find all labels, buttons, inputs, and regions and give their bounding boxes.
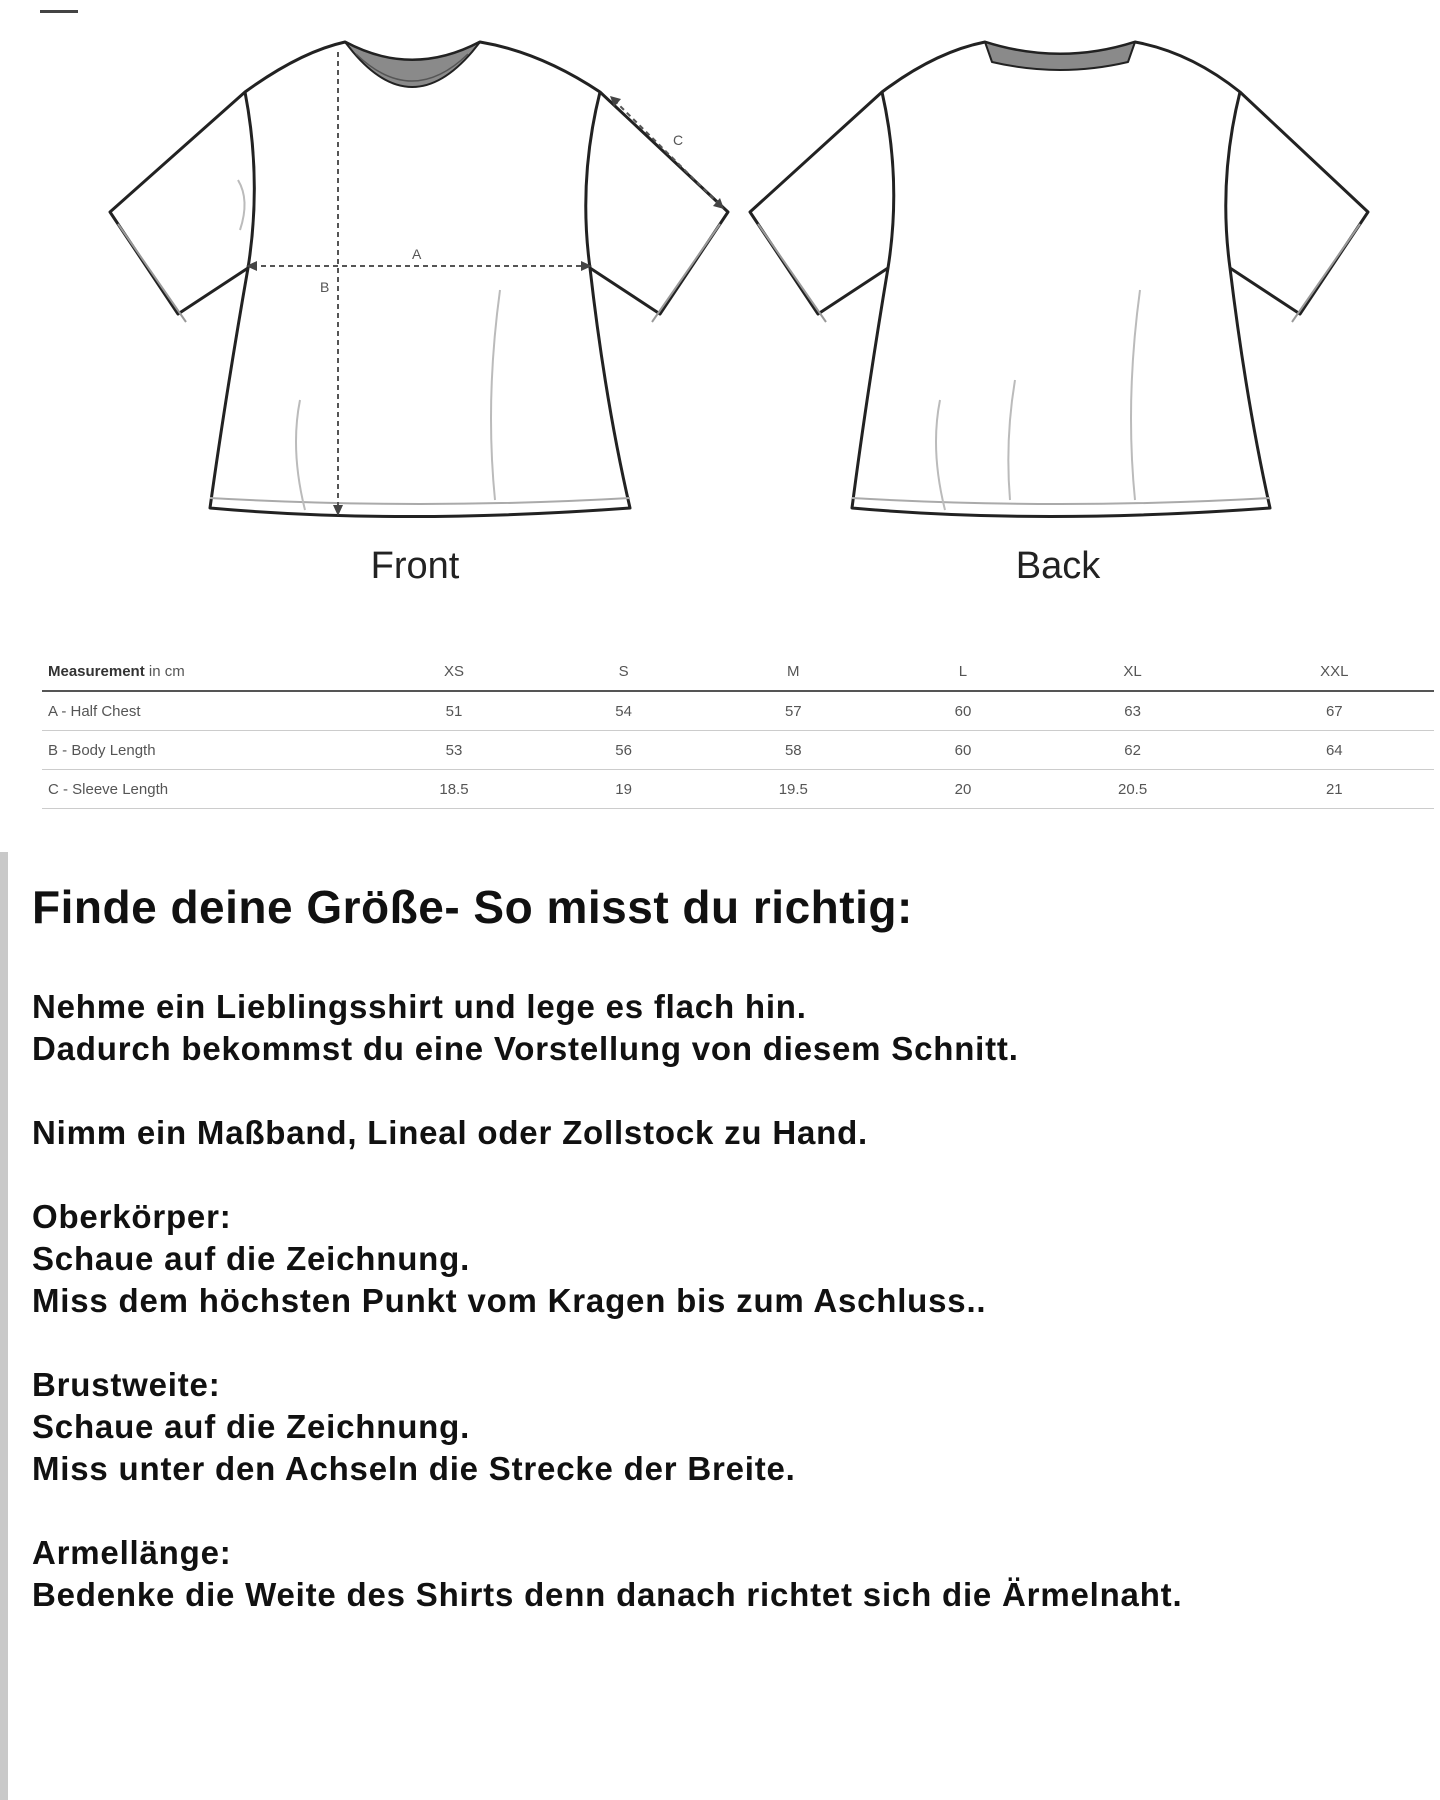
back-label: Back: [1015, 545, 1101, 587]
table-row: [42, 770, 1434, 809]
measuring-guide: [32, 880, 1422, 1658]
back-shirt-drawing: [750, 42, 1368, 517]
table-cell: 64: [1235, 731, 1434, 770]
table-cell: 60: [895, 691, 1030, 731]
guide-block-intro: [32, 986, 1422, 1070]
size-table: [42, 652, 1434, 809]
table-cell: 63: [1031, 691, 1235, 731]
guide-line: Miss dem höchsten Punkt vom Kragen bis zum Aschluss..: [32, 1282, 987, 1319]
size-header-xl: XL: [1031, 652, 1235, 691]
guide-heading: Oberkörper:: [32, 1198, 232, 1235]
table-row: [42, 691, 1434, 731]
guide-line: Nehme ein Lieblingsshirt und lege es flach hin.: [32, 988, 807, 1025]
table-cell: 20.5: [1031, 770, 1235, 809]
table-cell: 19.5: [691, 770, 895, 809]
guide-line: Nimm ein Maßband, Lineal oder Zollstock zu Hand.: [32, 1114, 868, 1151]
row-label: A - Half Chest: [42, 691, 352, 731]
guide-heading: Brustweite:: [32, 1366, 221, 1403]
table-row: [42, 731, 1434, 770]
table-cell: 53: [352, 731, 556, 770]
size-header-s: S: [556, 652, 691, 691]
guide-line: Schaue auf die Zeichnung.: [32, 1240, 471, 1277]
size-header-xs: XS: [352, 652, 556, 691]
guide-block-chest: [32, 1364, 1422, 1490]
table-cell: 21: [1235, 770, 1434, 809]
measurement-header: [42, 652, 352, 691]
table-cell: 56: [556, 731, 691, 770]
row-label: C - Sleeve Length: [42, 770, 352, 809]
size-header-xxl: XXL: [1235, 652, 1434, 691]
front-label: Front: [370, 545, 460, 587]
marker-b: B: [320, 279, 330, 295]
size-table-header: [42, 652, 1434, 691]
guide-block-sleeve: [32, 1532, 1422, 1616]
marker-c: C: [673, 132, 684, 148]
shirt-diagram: [0, 0, 1440, 640]
guide-line: Dadurch bekommst du eine Vorstellung von diesem Schnitt.: [32, 1030, 1019, 1067]
table-cell: 20: [895, 770, 1030, 809]
marker-a: A: [412, 246, 422, 262]
guide-title: Finde deine Größe- So misst du richtig:: [32, 881, 913, 933]
guide-line: Bedenke die Weite des Shirts denn danach richtet sich die Ärmelnaht.: [32, 1576, 1183, 1613]
size-header-m: M: [691, 652, 895, 691]
left-accent-bar: [0, 852, 8, 1800]
guide-line: Schaue auf die Zeichnung.: [32, 1408, 471, 1445]
table-cell: 58: [691, 731, 895, 770]
guide-line: Miss unter den Achseln die Strecke der Breite.: [32, 1450, 796, 1487]
measurement-header-unit: in cm: [144, 662, 185, 680]
table-cell: 57: [691, 691, 895, 731]
size-header-l: L: [895, 652, 1030, 691]
guide-heading: Armellänge:: [32, 1534, 232, 1571]
guide-block-upper-body: [32, 1196, 1422, 1322]
table-cell: 60: [895, 731, 1030, 770]
table-cell: 62: [1031, 731, 1235, 770]
measurement-header-strong: Measurement: [48, 662, 145, 680]
table-cell: 54: [556, 691, 691, 731]
front-shirt-drawing: [110, 42, 728, 517]
table-cell: 18.5: [352, 770, 556, 809]
row-label: B - Body Length: [42, 731, 352, 770]
table-cell: 19: [556, 770, 691, 809]
table-cell: 67: [1235, 691, 1434, 731]
guide-block-tools: [32, 1112, 1422, 1154]
table-cell: 51: [352, 691, 556, 731]
